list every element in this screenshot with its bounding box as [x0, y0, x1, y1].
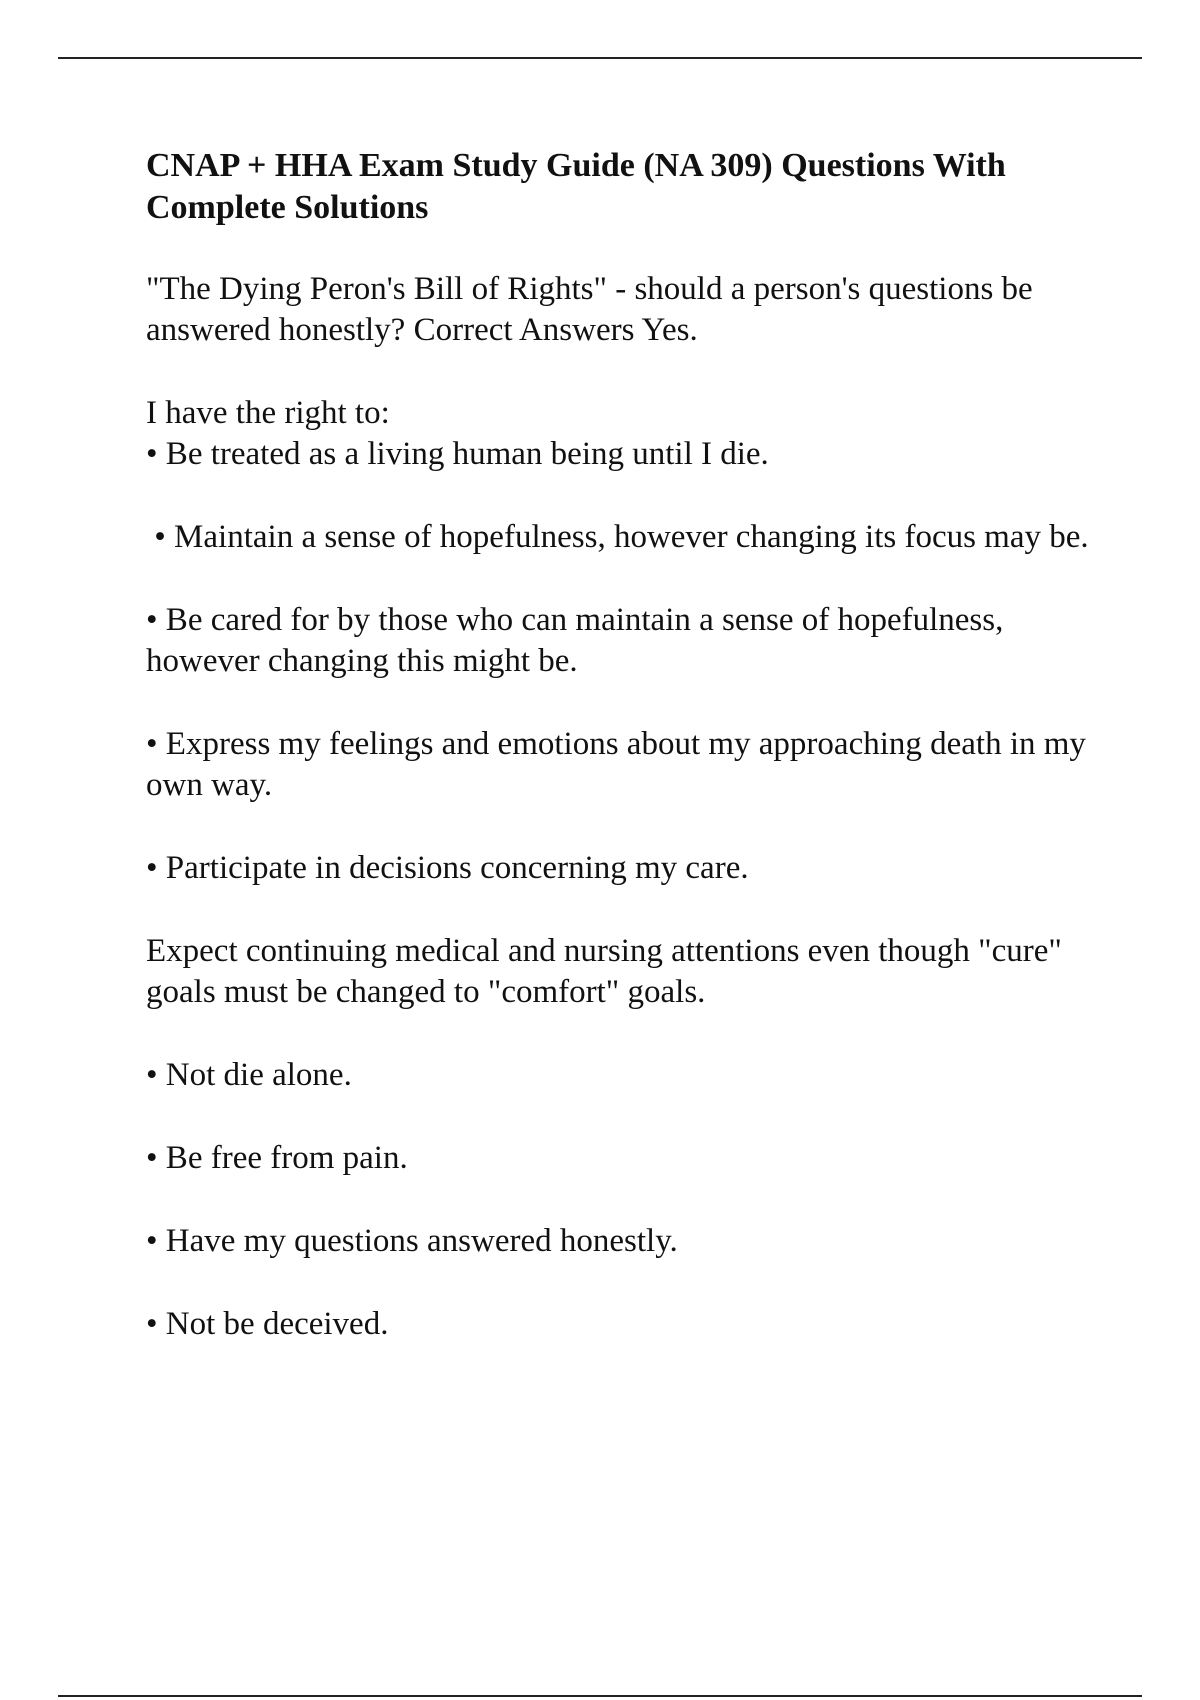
right-item: Expect continuing medical and nursing attentions even though "cure" goals must be changed to "comfort" goals.: [146, 933, 1062, 1010]
top-divider: [58, 57, 1142, 59]
right-item: • Be cared for by those who can maintain a sense of hopefulness, however changing this might be.: [146, 602, 1004, 679]
question-answer: "The Dying Peron's Bill of Rights" - should a person's questions be answered honestly? Correct Answers Yes.: [146, 271, 1033, 348]
document-title: CNAP + HHA Exam Study Guide (NA 309) Questions With Complete Solutions: [146, 147, 1006, 226]
right-item: • Express my feelings and emotions about my approaching death in my own way.: [146, 726, 1086, 803]
right-item: • Be free from pain.: [146, 1140, 408, 1176]
right-item: • Maintain a sense of hopefulness, however changing its focus may be.: [146, 519, 1089, 555]
rights-intro: I have the right to:: [146, 395, 390, 431]
right-item: • Not be deceived.: [146, 1306, 389, 1342]
document-body: [146, 145, 1106, 1345]
right-item: • Participate in decisions concerning my care.: [146, 850, 749, 886]
right-item: • Not die alone.: [146, 1057, 352, 1093]
right-item: • Have my questions answered honestly.: [146, 1223, 678, 1259]
bottom-divider: [58, 1695, 1142, 1697]
right-item: • Be treated as a living human being until I die.: [146, 436, 769, 472]
